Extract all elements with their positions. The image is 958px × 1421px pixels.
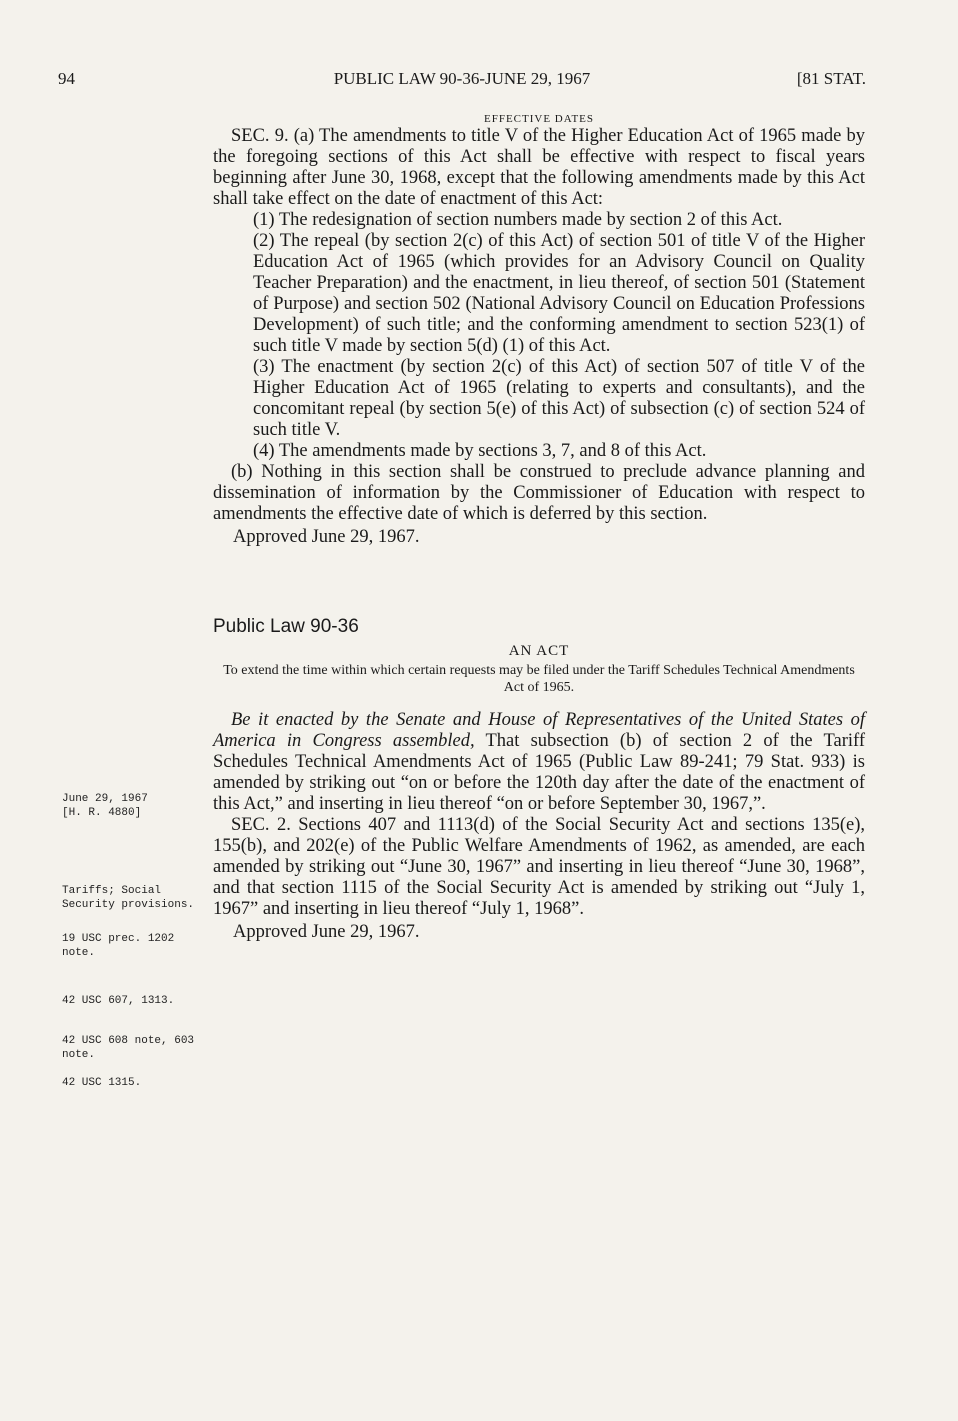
sec9-paragraph-b: (b) Nothing in this section shall be construed to preclude advance planning and dissemination of information by the Commissioner of Education with respect to amendments the effective date of which is deferred by this section. — [213, 462, 865, 524]
margin-note-subject: Tariffs; Social Security provisions. — [62, 885, 195, 911]
section-2-label: SEC. 2. — [231, 815, 291, 835]
enacting-clause: Be it enacted by the Senate and House of Representatives of the United States of America in Congress assembled, — [213, 710, 865, 751]
enacting-paragraph — [213, 710, 865, 815]
section-caption: EFFECTIVE DATES — [483, 113, 595, 125]
section-2-text: Sections 407 and 1113(d) of the Social Security Act and sections 135(e), 155(b), and 202(e) of the Public Welfare Amendments of 1962, as amended, are each amended by striking out “June 30, 1967” and inserting in lieu thereof “June 30, 1968”, and that section 1115 of the Social Security Act is amended by striking out “July 1, 1967” and inserting in lieu thereof “July 1, 1968”. — [213, 815, 865, 919]
margin-note-ref4: 42 USC 1315. — [62, 1077, 142, 1089]
margin-note-ref1: 19 USC prec. 1202 note. — [62, 933, 175, 959]
margin-date: June 29, 1967 — [62, 793, 148, 805]
margin-note-date — [62, 792, 202, 820]
sec9-item-3: (3) The enactment (by section 2(c) of this Act) of section 507 of title V of the Higher Education Act of 1965 (relating to experts and consultants), and the concomitant repeal (by section 5(e) of this Act) of subsection (c) of section 524 of such title V. — [253, 357, 865, 440]
running-title: PUBLIC LAW 90-36-JUNE 29, 1967 — [333, 69, 591, 88]
margin-bill-number: [H. R. 4880] — [62, 807, 142, 819]
sec9-label: SEC. 9. — [231, 126, 289, 146]
margin-note-ref3: 42 USC 608 note, 603 note. — [62, 1035, 195, 1061]
margin-note-ref2: 42 USC 607, 1313. — [62, 995, 175, 1007]
volume-reference: [81 STAT. — [796, 69, 866, 88]
approval-line-1: Approved June 29, 1967. — [233, 527, 420, 547]
approval-line-2: Approved June 29, 1967. — [233, 922, 420, 942]
sec9-para-a-text: (a) The amendments to title V of the Higher Education Act of 1965 made by the foregoing sections of this Act shall be effective with respect to fiscal years beginning after June 30, 1968, except that the following amendments made by this Act shall take effect on the date of enactment of this Act: — [213, 126, 865, 209]
page-number: 94 — [58, 69, 75, 88]
act-purpose: To extend the time within which certain requests may be filed under the Tariff Schedules Technical Amendments Act of 1965. — [223, 663, 855, 695]
sec9-item-4: (4) The amendments made by sections 3, 7, and 8 of this Act. — [253, 441, 707, 461]
section-2-paragraph — [213, 815, 865, 920]
sec9-item-1: (1) The redesignation of section numbers made by section 2 of this Act. — [253, 210, 783, 230]
sec9-item-2: (2) The repeal (by section 2(c) of this Act) of section 501 of title V of the Higher Education Act of 1965 (which provides for an Advisory Council on Quality Teacher Preparation) and the enactment, in lieu thereof, of section 501 (Statement of Purpose) and section 502 (National Advisory Council on Education Professions Development) of such title; and the conforming amendment to section 523(1) of such title V made by section 5(d) (1) of this Act. — [253, 231, 865, 356]
an-act-heading: AN ACT — [508, 643, 570, 659]
sec9-paragraph-a — [213, 126, 865, 210]
main-text — [213, 112, 865, 943]
section-1-text: That subsection (b) of section 2 of the Tariff Schedules Technical Amendments Act of 1965 (Public Law 89-241; 79 Stat. 933) is amended by striking out “on or before the 120th day after the date of the enactment of this Act,” and inserting in lieu thereof “on or before September 30, 1967,”. — [213, 731, 865, 814]
public-law-title: Public Law 90-36 — [213, 616, 359, 637]
